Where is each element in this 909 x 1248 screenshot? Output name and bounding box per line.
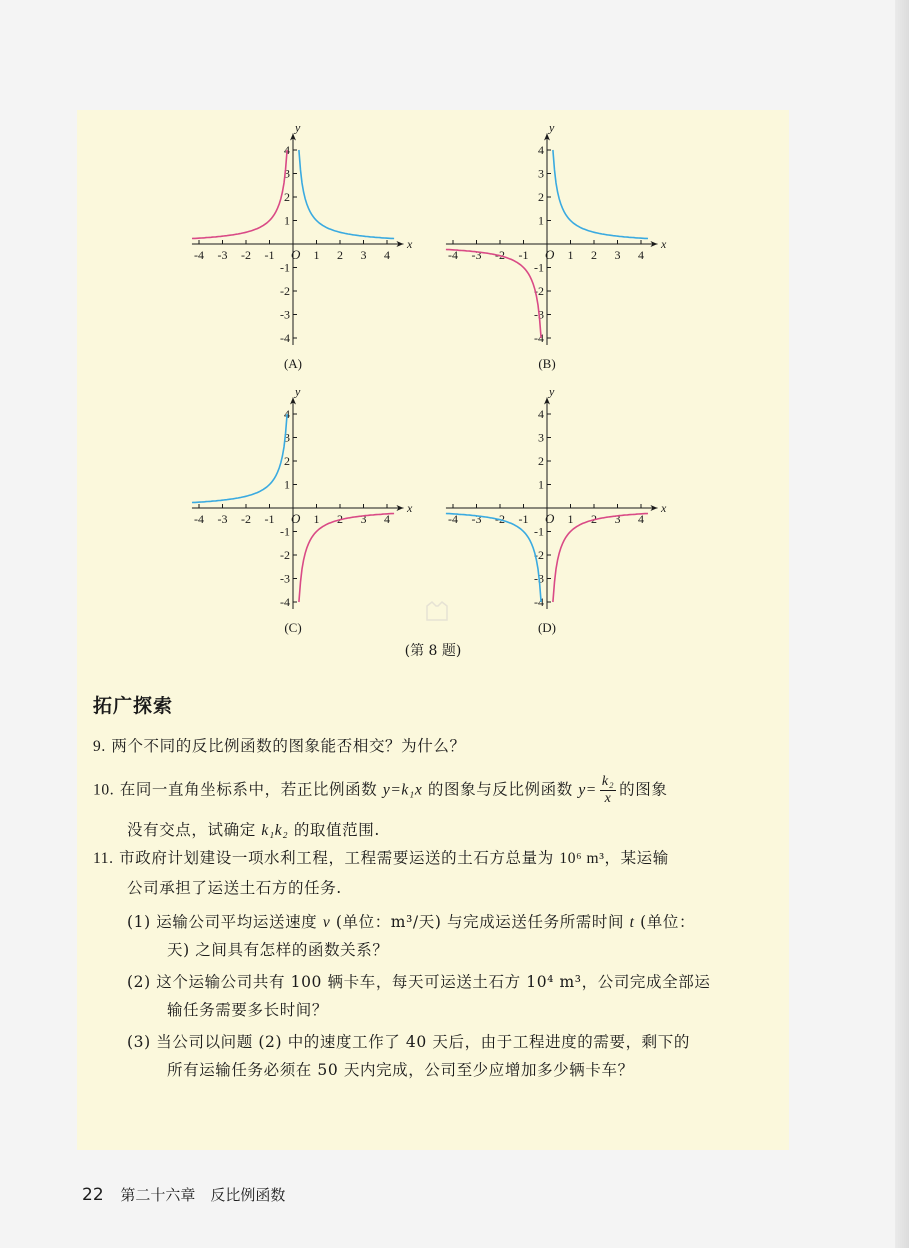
y-axis-label: y [549,120,555,135]
problem-11-amount: 10⁶ m³ [559,850,605,867]
exercise-panel [77,110,789,1150]
fraction-denominator: x [604,791,612,806]
y-tick-label: 1 [538,213,544,228]
y-tick-label: -3 [280,307,290,322]
x-axis-label: x [660,237,667,251]
problem-11-line-2: 公司承担了运送土石方的任务. [127,879,342,897]
origin-label: O [545,511,555,526]
problem-10-number: 10. [93,781,115,799]
x-tick-label: -2 [241,512,251,526]
x-tick-label: -1 [264,512,275,526]
y-axis-label: y [295,384,301,399]
x-tick-label: 4 [384,248,390,262]
problem-11-number: 11. [93,850,114,867]
y-tick-label: 4 [538,143,544,157]
y-tick-label: -1 [280,260,290,275]
y-tick-label: 3 [284,166,290,181]
x-tick-label: -2 [495,248,505,262]
hyperbola-branch [446,250,541,339]
problem-10-line-2 [127,816,380,845]
x-tick-label: -3 [471,512,482,526]
problem-11-q1-line-1 [127,908,695,937]
problem-11-q2-line-2: 输任务需要多长时间？ [167,1001,329,1019]
x-tick-label: 3 [360,248,367,262]
fraction-numerator: k₂ [601,774,615,789]
x-tick-label: 2 [337,512,343,526]
y-tick-label: 2 [284,454,290,468]
y-tick-label: 1 [284,477,290,492]
x-tick-label: -2 [241,248,251,262]
hyperbola-branch [192,150,287,239]
origin-label: O [545,247,555,262]
y-tick-label: 2 [284,190,290,204]
x-tick-label: 2 [337,248,343,262]
x-tick-label: 1 [567,512,574,526]
y-tick-label: -3 [280,571,290,586]
x-tick-label: -4 [448,248,458,262]
x-tick-label: 2 [591,248,597,262]
problem-11-text-a: 市政府计划建设一项水利工程，工程需要运送的土石方总量为 [119,849,554,867]
y-tick-label: 3 [284,430,290,445]
section-title: 拓广探索 [93,695,174,717]
y-tick-label: 2 [538,454,544,468]
y-tick-label: -3 [534,307,544,322]
problem-10-eq-inverse-lhs: y= [578,781,597,799]
q1-var-v: v [322,914,331,931]
x-tick-label: -4 [448,512,458,526]
x-tick-label: -1 [518,248,529,262]
problem-11-q1-line-2: 天) 之间具有怎样的函数关系？ [167,941,389,959]
q1-var-t: t [629,914,635,931]
problem-11-q3-line-2: 所有运输任务必须在 50 天内完成，公司至少应增加多少辆卡车？ [167,1061,634,1079]
y-tick-label: -1 [534,260,544,275]
x-tick-label: 3 [614,512,621,526]
y-tick-label: 3 [538,166,544,181]
x-tick-label: 1 [567,248,574,262]
x-tick-label: 2 [591,512,597,526]
y-tick-label: 1 [284,213,290,228]
x-axis-label: x [406,501,413,515]
x-tick-label: 3 [360,512,367,526]
problem-11-text-b: ，某运输 [604,849,669,867]
x-tick-label: -1 [264,248,275,262]
y-tick-label: -4 [280,595,290,609]
y-axis-label: y [549,384,555,399]
y-tick-label: -1 [280,524,290,539]
watermark-icon [424,600,450,622]
origin-label: O [291,511,301,526]
x-tick-label: 1 [313,512,320,526]
problem-10-text-b: 的图象与反比例函数 [427,780,573,799]
graph-label: (C) [284,620,302,635]
problem-11-q3-line-1: (3) 当公司以问题 (2) 中的速度工作了 40 天后，由于工程进度的需要，剩下的 [127,1033,690,1051]
x-tick-label: -1 [518,512,529,526]
origin-label: O [291,247,301,262]
problem-10-text-c: 的图象 [619,780,668,799]
y-axis-label: y [295,120,301,135]
figure-caption: (第 8 题) [404,643,462,659]
page-number: 22 [82,1185,104,1205]
x-tick-label: 3 [614,248,621,262]
x-axis-label: x [660,501,667,515]
y-tick-label: 4 [284,407,290,421]
page-edge [895,0,909,1248]
y-tick-label: -2 [280,284,290,298]
problem-10-text-a: 在同一直角坐标系中，若正比例函数 [119,780,378,799]
y-tick-label: 1 [538,477,544,492]
hyperbola-branch [553,514,648,603]
y-tick-label: -4 [534,331,544,345]
graph-label: (A) [283,356,303,371]
problem-10-text-d: 没有交点，试确定 [127,821,256,839]
hyperbola-branch [299,150,394,239]
y-tick-label: -3 [534,571,544,586]
q1-text-b: (单位：m³/天) 与完成运送任务所需时间 [335,913,625,931]
problem-11-q2-line-1: (2) 这个运输公司共有 100 辆卡车，每天可运送土石方 10⁴ m³，公司完成全部运 [127,973,711,991]
problem-10-eq-product: k₁k₂ [261,822,289,839]
q1-text-c: (单位： [640,913,696,931]
problem-10-text-e: 的取值范围. [293,821,380,839]
graph-label: (D) [537,620,557,635]
x-axis-label: x [406,237,413,251]
x-tick-label: 1 [313,248,320,262]
figure-graphs [77,110,789,670]
hyperbola-branch [553,150,648,239]
x-tick-label: -4 [194,512,204,526]
q1-text-a: (1) 运输公司平均运送速度 [127,913,318,931]
x-tick-label: -4 [194,248,204,262]
problem-9-text: 两个不同的反比例函数的图象能否相交？为什么？ [111,737,466,755]
y-tick-label: -4 [534,595,544,609]
graph-label: (B) [538,356,556,371]
x-tick-label: 4 [638,512,644,526]
y-tick-label: 4 [538,407,544,421]
page-footer [82,1184,285,1205]
y-tick-label: -2 [534,284,544,298]
y-tick-label: -1 [534,524,544,539]
x-tick-label: 4 [638,248,644,262]
x-tick-label: 4 [384,512,390,526]
problem-10-fraction [600,774,616,807]
problem-9-number: 9. [93,738,106,755]
x-tick-label: -3 [471,248,482,262]
y-tick-label: -2 [280,548,290,562]
y-tick-label: -2 [534,548,544,562]
x-tick-label: -3 [217,512,228,526]
problem-9 [93,732,466,761]
hyperbola-branch [192,414,287,503]
x-tick-label: -2 [495,512,505,526]
y-tick-label: -4 [280,331,290,345]
y-tick-label: 4 [284,143,290,157]
problem-10-line-1 [93,774,667,807]
y-tick-label: 2 [538,190,544,204]
problem-10-eq-direct: y=k₁x [382,781,423,799]
y-tick-label: 3 [538,430,544,445]
x-tick-label: -3 [217,248,228,262]
chapter-title: 第二十六章 反比例函数 [120,1186,286,1204]
hyperbola-branch [446,514,541,603]
problem-11-line-1 [93,844,669,873]
hyperbola-branch [299,514,394,603]
